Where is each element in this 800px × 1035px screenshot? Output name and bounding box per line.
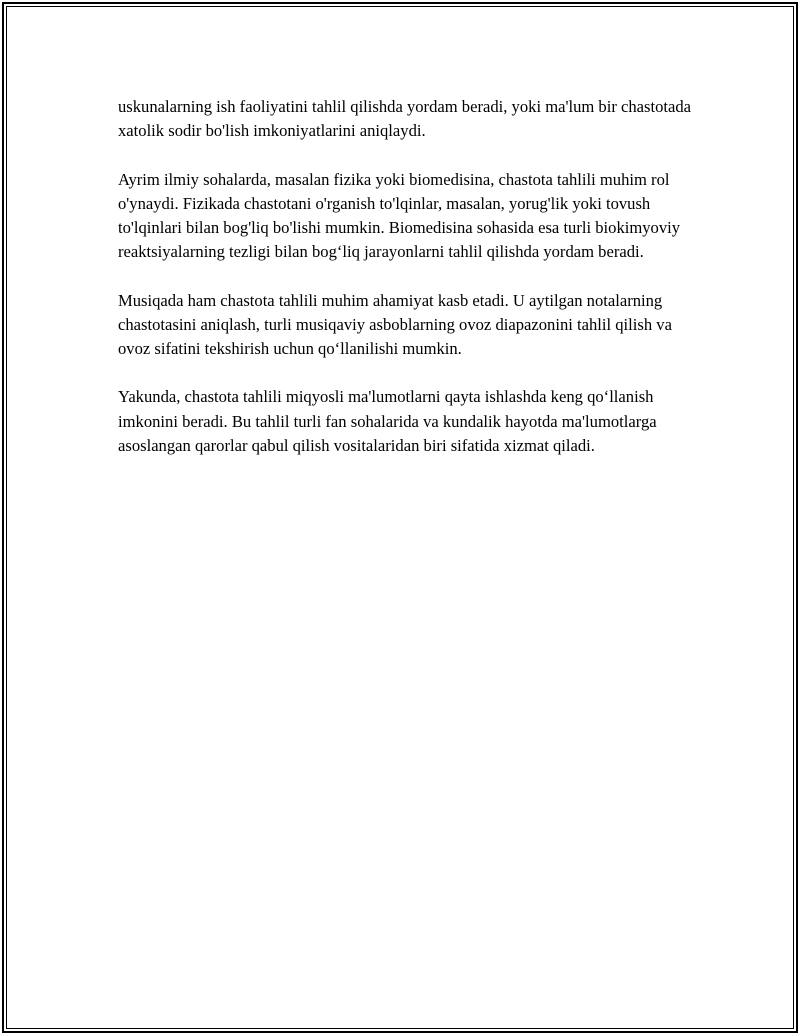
- paragraph: Ayrim ilmiy sohalarda, masalan fizika yoki biomedisina, chastota tahlili muhim rol o'ynaydi. Fizikada chastotani o'rganish to'lqinlar, masalan, yorug'lik yoki tovush to'lqinlari bilan bog'liq bo'lishi mumkin. Biomedisina sohasida esa turli biokimyoviy reaktsiyalarning tezligi bilan bog‘liq jarayonlarni tahlil qilishda yordam beradi.: [118, 169, 681, 262]
- paragraph: uskunalarning ish faoliyatini tahlil qilishda yordam beradi, yoki ma'lum bir chastotada xatolik sodir bo'lish imkoniyatlarini aniqlaydi.: [118, 97, 692, 141]
- document-body: [118, 95, 698, 482]
- paragraph: Yakunda, chastota tahlili miqyosli ma'lumotlarni qayta ishlashda keng qo‘llanish imkonini beradi. Bu tahlil turli fan sohalarida va kundalik hayotda ma'lumotlarga asoslangan qarorlar qabul qilish vositalaridan biri sifatida xizmat qiladi.: [118, 387, 657, 455]
- paragraph: Musiqada ham chastota tahlili muhim ahamiyat kasb etadi. U aytilgan notalarning chastotasini aniqlash, turli musiqaviy asboblarning ovoz diapazonini tahlil qilish va ovoz sifatini tekshirish uchun qo‘llanilishi mumkin.: [118, 290, 672, 358]
- page-border: [2, 2, 798, 1033]
